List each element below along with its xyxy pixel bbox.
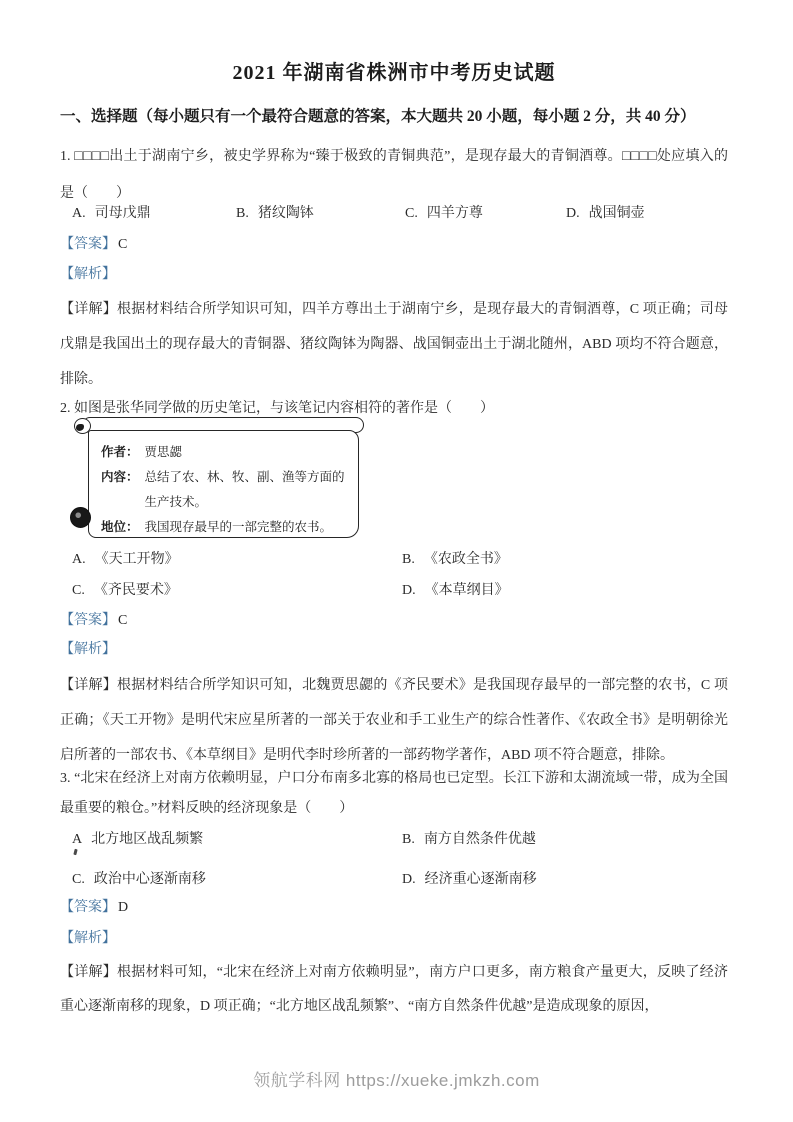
section-heading: 一、选择题（每小题只有一个最符合题意的答案，本大题共 20 小题，每小题 2 分，共 40 分）: [60, 108, 696, 125]
question-3-stem: 3. “北宋在经济上对南方依赖明显，户口分布南多北寡的格局也已定型。长江下游和太湖流域一带，成为全国最重要的粮仓。”材料反映的经济现象是（ ）: [60, 771, 728, 816]
question-2-analysis: [60, 639, 116, 661]
option-c: [72, 869, 402, 891]
question-2-detail: [60, 668, 728, 773]
option-b: [402, 549, 508, 571]
detail-tag: 【详解】: [60, 965, 117, 980]
option-label: A.: [72, 552, 86, 567]
answer-tag: 【答案】: [60, 613, 116, 628]
scroll-bottom-curl-icon: [70, 507, 91, 528]
option-d: [566, 203, 645, 225]
question-3-options-row-2: [72, 869, 733, 891]
question-2-stem: 2. 如图是张华同学做的历史笔记，与该笔记内容相符的著作是（ ）: [60, 401, 494, 416]
option-label: D.: [566, 206, 580, 221]
option-label: A.: [72, 206, 86, 221]
question-2-options-row-2: [72, 580, 733, 602]
note-status-label: 地位：: [101, 520, 139, 534]
option-c: [405, 203, 566, 225]
option-text: 南方自然条件优越: [423, 832, 536, 847]
option-label: C.: [72, 872, 85, 887]
option-label: D.: [402, 583, 416, 598]
option-text: 战国铜壶: [588, 206, 645, 221]
option-text: 《本草纲目》: [424, 583, 509, 598]
option-c: [72, 580, 402, 602]
option-label: B.: [236, 206, 249, 221]
option-text: 《天工开物》: [94, 552, 179, 567]
answer-letter: C: [118, 237, 128, 252]
question-1-analysis: [60, 264, 116, 286]
scan-artifact-mark: [73, 849, 77, 856]
site-watermark: 领航学科网 https://xueke.jmkzh.com: [253, 1071, 540, 1090]
note-author-value: 贾思勰: [144, 445, 183, 459]
option-text: 经济重心逐渐南移: [424, 872, 537, 887]
option-b: [402, 829, 536, 851]
option-text: 《齐民要术》: [93, 583, 178, 598]
detail-text: 根据材料可知，“北宋在经济上对南方依赖明显”，南方户口更多，南方粮食产量更大，反映了经济重心逐渐南移的现象，D 项正确；“北方地区战乱频繁”、“南方自然条件优越”是造成现象的原因，: [60, 965, 728, 1014]
option-a: [72, 203, 236, 225]
option-d: [402, 580, 509, 602]
question-1-answer: [60, 234, 127, 256]
detail-text: 根据材料结合所学知识可知，北魏贾思勰的《齐民要术》是我国现存最早的一部完整的农书，C 项正确；《天工开物》是明代宋应星所著的一部关于农业和手工业生产的综合性著作、《农政全书》是明朝徐光启所著的一部农书、《本草纲目》是明代李时珍所著的一部药物学著作，ABD 项不符合题意，排除。: [60, 678, 729, 763]
note-status-row: [101, 515, 352, 540]
question-1-detail: [60, 292, 728, 397]
option-text: 北方地区战乱频繁: [91, 832, 204, 847]
analysis-tag: 【解析】: [60, 642, 116, 657]
note-content-row: [101, 465, 352, 515]
answer-letter: C: [118, 613, 128, 628]
question-2-figure-scroll: [72, 417, 364, 541]
note-content-label: 内容：: [101, 470, 139, 484]
option-text: 四羊方尊: [426, 206, 483, 221]
note-author-row: [101, 440, 352, 465]
answer-tag: 【答案】: [60, 900, 116, 915]
question-2-answer: [60, 610, 127, 632]
option-text: 《农政全书》: [423, 552, 508, 567]
answer-tag: 【答案】: [60, 237, 116, 252]
option-b: [236, 203, 405, 225]
question-1-stem: 1. □□□□出土于湖南宁乡，被史学界称为“臻于极致的青铜典范”，是现存最大的青铜酒尊。□□□□处应填入的是（ ）: [60, 149, 728, 201]
note-content-value: 总结了农、林、牧、副、渔等方面的生产技术。: [144, 470, 345, 509]
option-text: 司母戊鼎: [94, 206, 151, 221]
option-label: B.: [402, 832, 415, 847]
question-1-options: [72, 203, 733, 225]
note-author-label: 作者：: [101, 445, 139, 459]
question-3-options-row-1: [72, 829, 733, 851]
detail-text: 根据材料结合所学知识可知，四羊方尊出土于湖南宁乡，是现存最大的青铜酒尊，C 项正确；司母戊鼎是我国出土的现存最大的青铜器、猪纹陶钵为陶器、战国铜壶出土于湖北随州，ABD 项均不符合题意，排除。: [60, 302, 729, 387]
analysis-tag: 【解析】: [60, 931, 116, 946]
option-label: C.: [72, 583, 85, 598]
option-a: [72, 549, 402, 571]
answer-letter: D: [118, 900, 129, 915]
scroll-note-body: [88, 430, 359, 538]
question-3-answer: [60, 897, 128, 919]
option-label: D.: [402, 872, 416, 887]
question-3-detail: [60, 956, 728, 1024]
option-label: A: [72, 832, 83, 847]
detail-tag: 【详解】: [60, 678, 117, 693]
detail-tag: 【详解】: [60, 302, 117, 317]
scroll-top-curl-icon: [74, 418, 91, 434]
question-2-options-row-1: [72, 549, 733, 571]
option-text: 政治中心逐渐南移: [93, 872, 206, 887]
option-text: 猪纹陶钵: [257, 206, 314, 221]
note-status-value: 我国现存最早的一部完整的农书。: [144, 520, 333, 534]
option-d: [402, 869, 537, 891]
option-a: [72, 829, 402, 851]
option-label: C.: [405, 206, 418, 221]
page-title: 2021 年湖南省株洲市中考历史试题: [232, 62, 556, 84]
analysis-tag: 【解析】: [60, 267, 116, 282]
option-label: B.: [402, 552, 415, 567]
question-3-analysis: [60, 928, 116, 950]
